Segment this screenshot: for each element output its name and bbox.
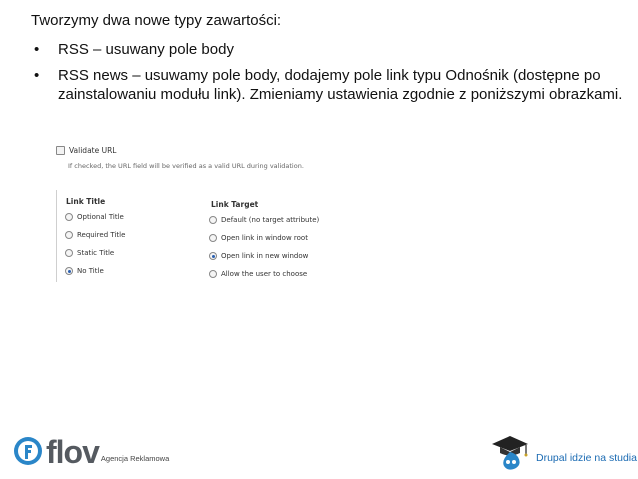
bullet-text: RSS news – usuwamy pole body, dodajemy pole link typu Odnośnik (dostępne po zainstalowaniu modułu link). Zmieniamy ustawienia zgodnie z poniższymi obrazkami. — [58, 67, 623, 103]
radio-icon[interactable] — [209, 216, 217, 224]
bullet-text: RSS – usuwany pole body — [58, 41, 234, 58]
radio-icon[interactable] — [65, 213, 73, 221]
radio-icon[interactable] — [209, 270, 217, 278]
validate-url-row — [56, 146, 117, 155]
link-title-option[interactable]: Required Title — [65, 231, 125, 239]
validate-url-checkbox[interactable] — [56, 146, 65, 155]
graduation-cap-drupal-icon — [488, 432, 532, 472]
radio-icon[interactable] — [65, 249, 73, 257]
flov-mark-icon — [13, 436, 43, 466]
bullet-dot-icon: • — [34, 41, 40, 58]
link-title-option[interactable]: No Title — [65, 267, 104, 275]
drupal-studia-logo — [488, 432, 637, 472]
radio-selected-icon[interactable] — [65, 267, 73, 275]
link-target-option[interactable]: Allow the user to choose — [209, 270, 307, 278]
bullet-item — [34, 40, 624, 59]
bullet-list — [34, 40, 624, 111]
link-title-option[interactable]: Optional Title — [65, 213, 124, 221]
flov-logo — [13, 434, 170, 470]
radio-icon[interactable] — [65, 231, 73, 239]
validate-url-description: If checked, the URL field will be verified as a valid URL during validation. — [68, 162, 304, 170]
settings-screenshot — [56, 140, 326, 288]
radio-icon[interactable] — [209, 234, 217, 242]
link-target-heading: Link Target — [211, 200, 259, 209]
radio-selected-icon[interactable] — [209, 252, 217, 260]
panel-divider — [56, 190, 57, 282]
link-target-option[interactable]: Default (no target attribute) — [209, 216, 319, 224]
flov-logo-text: flov — [46, 434, 99, 470]
drupal-logo-text: Drupal idzie na studia — [536, 452, 637, 464]
link-title-heading: Link Title — [66, 197, 106, 206]
link-title-option[interactable]: Static Title — [65, 249, 114, 257]
bullet-dot-icon: • — [34, 67, 40, 84]
intro-text: Tworzymy dwa nowe typy zawartości: — [31, 12, 282, 29]
link-target-option[interactable]: Open link in new window — [209, 252, 308, 260]
flov-logo-subtitle: Agencja Reklamowa — [100, 454, 170, 463]
bullet-item — [34, 66, 624, 104]
validate-url-label: Validate URL — [69, 146, 117, 155]
link-target-option[interactable]: Open link in window root — [209, 234, 308, 242]
